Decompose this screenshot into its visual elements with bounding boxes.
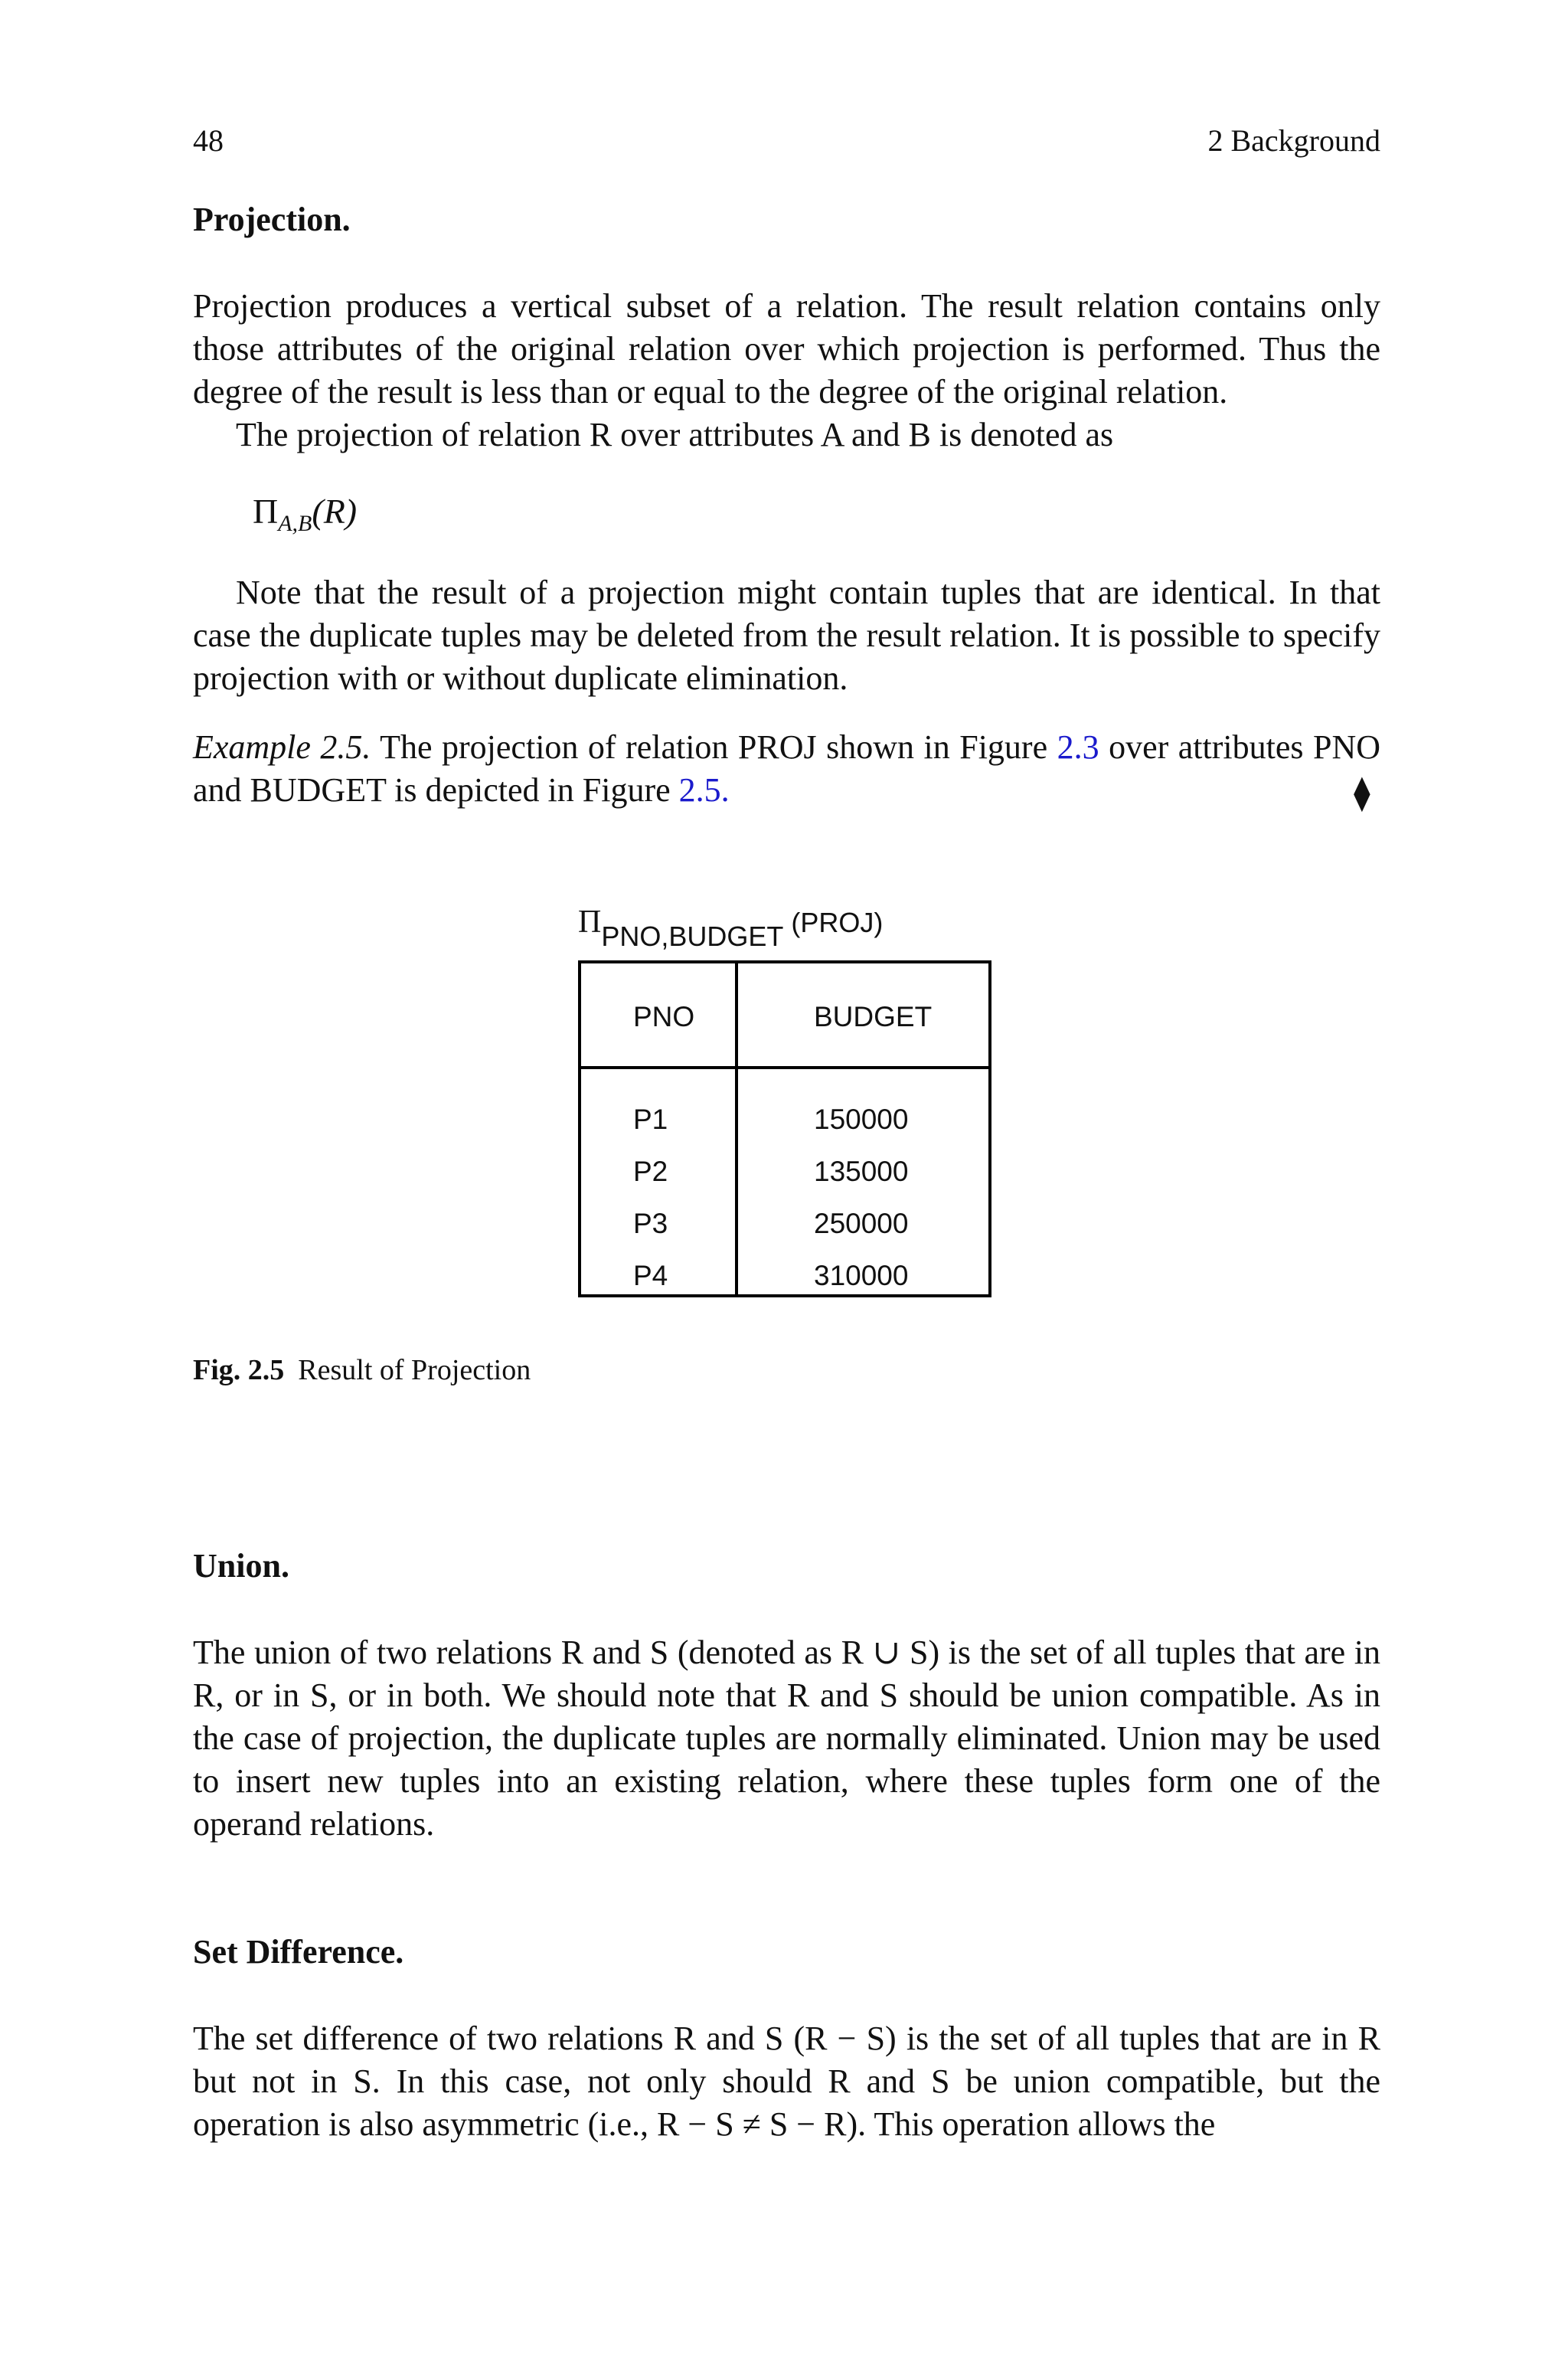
union-paragraph: The union of two relations R and S (denoted as R ∪ S) is the set of all tuples that are in R, or in S, or in both. We should note that R and S should be union compatible. As in the case of projection, the duplicate tuples are normally eliminated. Union may be used to insert new tuples into an existing relation, where these tuples form one of the operand relations.: [193, 1634, 1380, 1843]
union-heading: Union.: [193, 1547, 289, 1585]
figure-title-argument: (PROJ): [791, 907, 884, 938]
table-cell: 135000: [814, 1156, 909, 1187]
figure-title: [578, 904, 884, 952]
column-header-pno: PNO: [633, 1001, 695, 1032]
example-label: Example 2.5.: [193, 728, 371, 766]
figure-caption: [193, 1353, 531, 1388]
example-paragraph: [193, 726, 1380, 812]
formula-argument: (R): [312, 492, 358, 531]
figure-caption-label: Fig. 2.5: [193, 1354, 285, 1386]
column-divider: [735, 963, 738, 1294]
projection-result-table: [578, 960, 991, 1297]
page-number: 48: [193, 123, 224, 158]
figure-title-subscript: PNO,BUDGET: [601, 921, 784, 952]
example-text-2: over attributes PNO and BUDGET is depicted in Figure: [193, 728, 1381, 809]
formula-symbol: Π: [253, 492, 279, 531]
table-cell: P3: [633, 1208, 668, 1239]
chapter-title: 2 Background: [1207, 123, 1380, 158]
figure-2-5-link[interactable]: 2.5.: [678, 771, 730, 809]
set-difference-paragraph: The set difference of two relations R and S (R − S) is the set of all tuples that are in R but not in S. In this case, not only should R and S be union compatible, but the operation is also asymmetric (i.e., R − S ≠ S − R). This operation allows the: [193, 2020, 1380, 2143]
end-of-example-icon: ⧫: [1354, 774, 1370, 812]
figure-2-3-link[interactable]: 2.3: [1057, 728, 1099, 766]
figure-caption-text: Result of Projection: [298, 1354, 531, 1386]
projection-heading: Projection.: [193, 201, 351, 238]
column-header-budget: BUDGET: [814, 1001, 933, 1032]
table-cell: P4: [633, 1260, 668, 1291]
formula-subscript: A,B: [278, 511, 312, 536]
projection-paragraph-1: Projection produces a vertical subset of a relation. The result relation contains only those attributes of the original relation over which projection is performed. Thus the degree of the result is less than or equal to the degree of the original relation.: [193, 287, 1380, 411]
table-cell: P2: [633, 1156, 668, 1187]
table-cell: P1: [633, 1104, 668, 1135]
projection-paragraph-3: Note that the result of a projection might contain tuples that are identical. In that case the duplicate tuples may be deleted from the result relation. It is possible to specify projection with or without duplicate elimination.: [193, 574, 1380, 697]
projection-formula: [253, 490, 357, 545]
set-difference-heading: Set Difference.: [193, 1933, 404, 1971]
table-cell: 310000: [814, 1260, 909, 1291]
table-cell: 250000: [814, 1208, 909, 1239]
table-cell: 150000: [814, 1104, 909, 1135]
header-divider: [581, 1066, 988, 1069]
figure-title-symbol: Π: [578, 904, 602, 940]
projection-paragraph-2: The projection of relation R over attributes A and B is denoted as: [236, 416, 1114, 453]
example-text-1: The projection of relation PROJ shown in Figure: [371, 728, 1057, 766]
